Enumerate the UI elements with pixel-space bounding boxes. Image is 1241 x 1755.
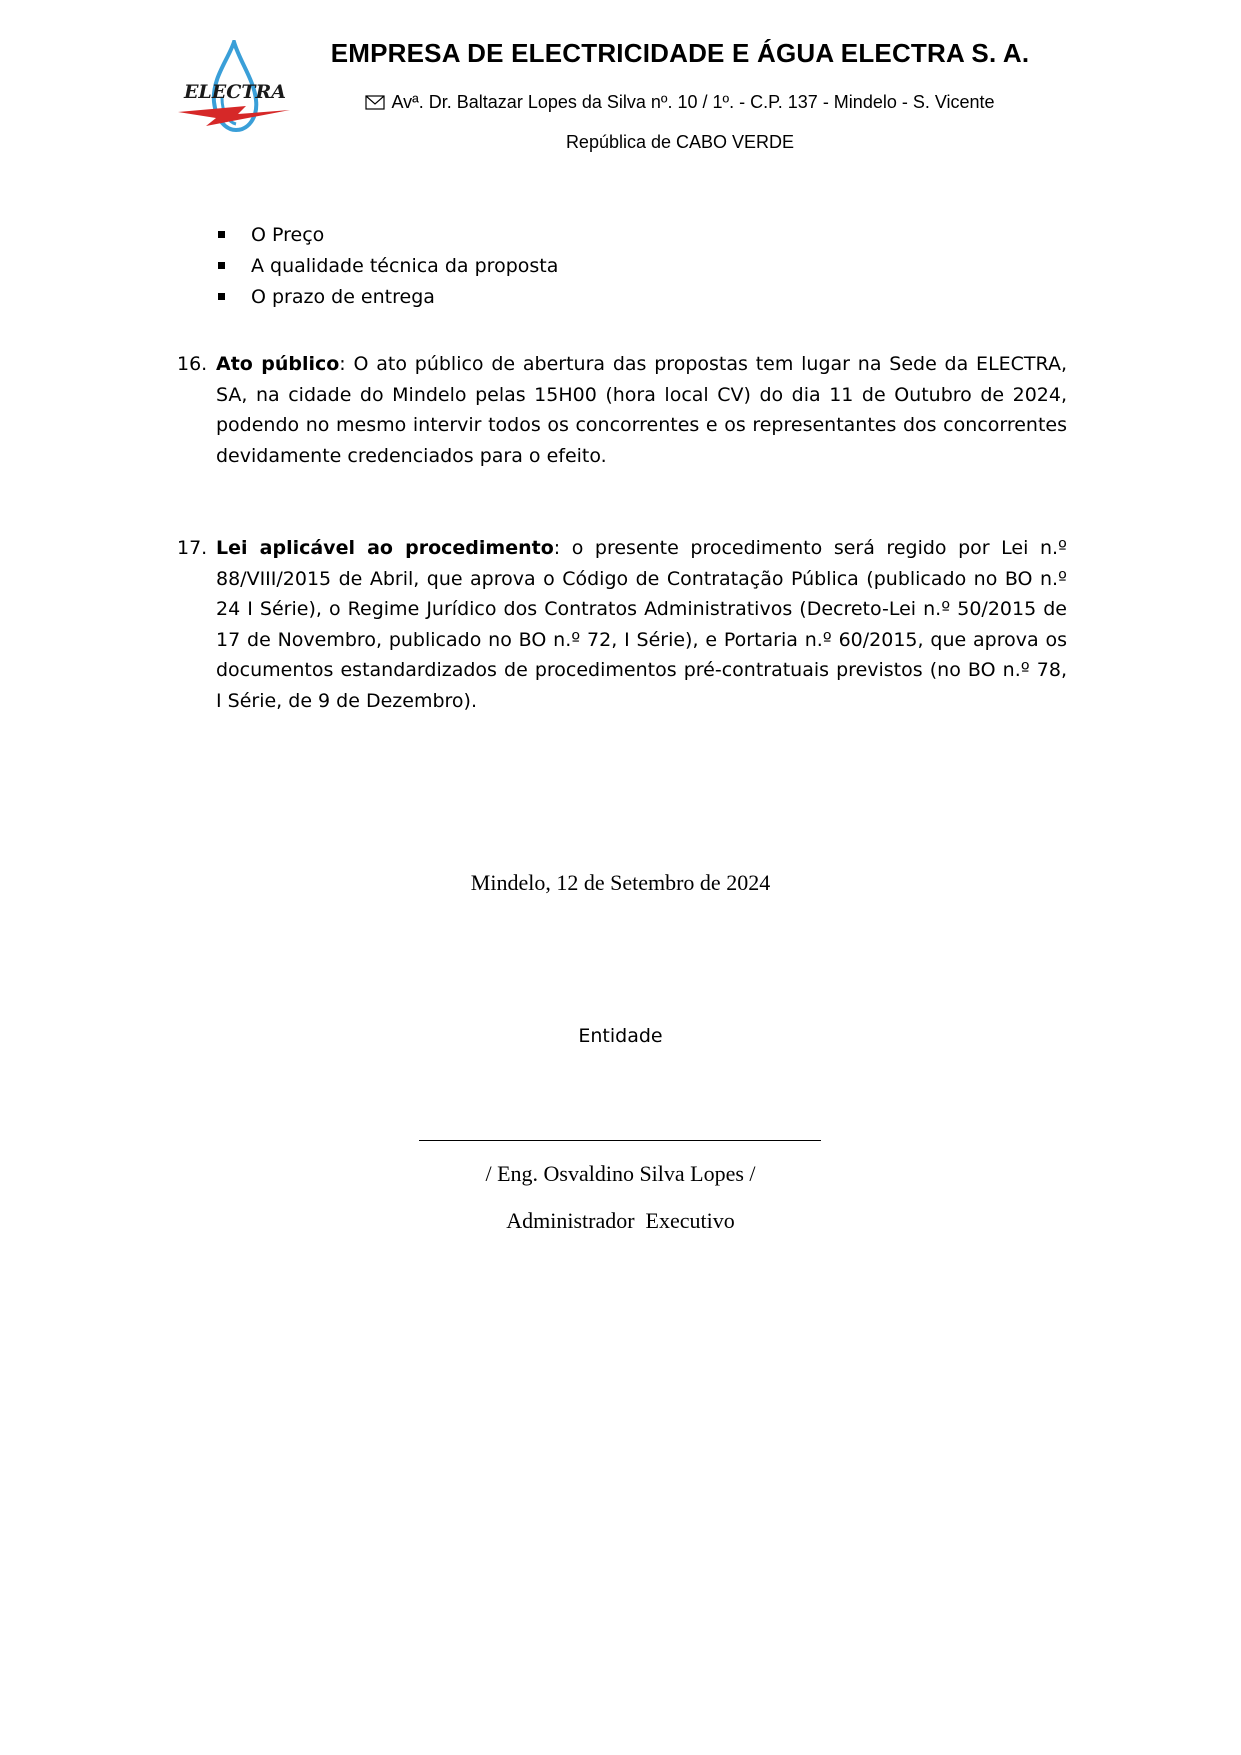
list-item: O prazo de entrega: [215, 282, 815, 313]
signer-name: / Eng. Osvaldino Silva Lopes /: [485, 1161, 756, 1186]
clause-body: [216, 533, 1067, 716]
list-item: O Preço: [215, 220, 815, 251]
company-name: EMPRESA DE ELECTRICIDADE E ÁGUA ELECTRA S. A.: [330, 38, 1030, 68]
envelope-icon: [365, 95, 385, 110]
bullet-square-icon: [218, 293, 225, 300]
letterhead: [0, 0, 1241, 170]
place-and-date: Mindelo, 12 de Setembro de 2024: [470, 870, 771, 895]
bullet-square-icon: [218, 262, 225, 269]
company-country: República de CABO VERDE: [565, 132, 795, 152]
entity-label: Entidade: [578, 1025, 663, 1047]
clause-title: Ato público: [216, 353, 340, 375]
clause-title: Lei aplicável ao procedimento: [216, 537, 554, 559]
clause-body: [216, 349, 1067, 471]
evaluation-criteria-list: [215, 220, 815, 313]
list-item: A qualidade técnica da proposta: [215, 251, 815, 282]
logo-wordmark: ELECTRA: [183, 81, 287, 103]
address-text: Avª. Dr. Baltazar Lopes da Silva nº. 10 / 1º. - C.P. 137 - Mindelo - S. Vicente: [391, 92, 995, 112]
clause-text: : O ato público de abertura das propostas tem lugar na Sede da ELECTRA, SA, na cidade do Mindelo pelas 15H00 (hora local CV) do dia 11 de Outubro de 2024, podendo no mesmo intervir todos os concorrentes e os representantes dos concorrentes devidamente credenciados para o efeito.: [216, 353, 1067, 467]
signature-line: [419, 1140, 821, 1141]
clause-16: [177, 349, 1067, 471]
signer-role: Administrador Executivo: [506, 1208, 735, 1233]
electra-logo: [176, 40, 294, 150]
clause-text: : o presente procedimento será regido por Lei n.º 88/VIII/2015 de Abril, que aprova o Código de Contratação Pública (publicado no BO n.º 24 I Série), o Regime Jurídico dos Contratos Administrativos (Decreto-Lei n.º 50/2015 de 17 de Novembro, publicado no BO n.º 72, I Série), e Portaria n.º 60/2015, que aprova os documentos estandardizados de procedimentos pré-contratuais previstos (no BO n.º 78, I Série, de 9 de Dezembro).: [216, 537, 1067, 712]
clause-17: [177, 533, 1067, 716]
company-address: [300, 92, 1060, 113]
bullet-square-icon: [218, 231, 225, 238]
clause-number: 17.: [177, 537, 208, 559]
clause-number: 16.: [177, 353, 208, 375]
